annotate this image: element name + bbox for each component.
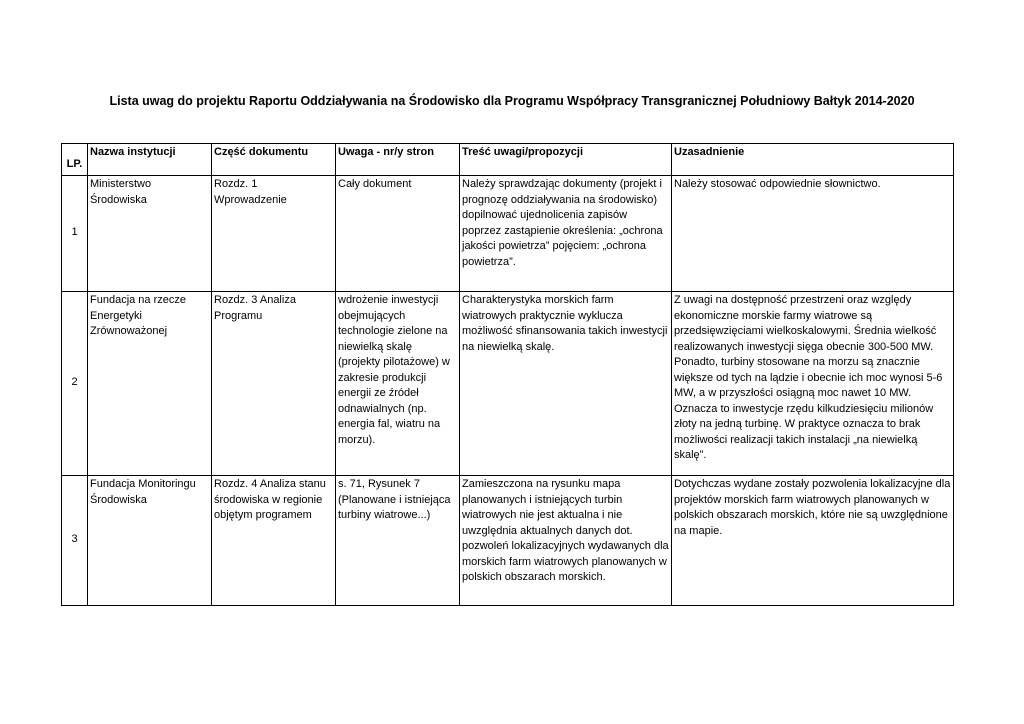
- page-title: Lista uwag do projektu Raportu Oddziaływania na Środowisko dla Programu Współpracy Transgranicznej Południowy Bałtyk 2014-2020: [109, 94, 915, 108]
- header-lp: LP.: [62, 144, 88, 176]
- table-row: [62, 292, 954, 476]
- cell-document-part: Rozdz. 3 Analiza Programu: [212, 292, 336, 476]
- header-remark-content: Treść uwagi/propozycji: [460, 144, 672, 176]
- cell-lp: 3: [62, 476, 88, 606]
- cell-institution: Ministerstwo Środowiska: [88, 176, 212, 292]
- cell-document-part: Rozdz. 4 Analiza stanu środowiska w regionie objętym programem: [212, 476, 336, 606]
- header-remark-pages: Uwaga - nr/y stron: [336, 144, 460, 176]
- cell-justification: Z uwagi na dostępność przestrzeni oraz względy ekonomiczne morskie farmy wiatrowe są przedsięwzięciami wielkoskalowymi. Średnia wielkość realizowanych inwestycji sięga obecnie 300-500 MW. Ponadto, turbiny stosowane na morzu są znacznie większe od tych na lądzie i obecnie ich moc wynosi 5-6 MW, a w przyszłości osiągną moc nawet 10 MW. Oznacza to inwestycje rzędu kilkudziesięciu milionów złoty na jedną turbinę. W praktyce oznacza to brak możliwości realizacji takich instalacji „na niewielką skalę”.: [672, 292, 954, 476]
- cell-remark-pages: s. 71, Rysunek 7 (Planowane i istniejąca turbiny wiatrowe...): [336, 476, 460, 606]
- cell-remark-content: Charakterystyka morskich farm wiatrowych praktycznie wyklucza możliwość sfinansowania takich inwestycji na niewielką skalę.: [460, 292, 672, 476]
- header-justification: Uzasadnienie: [672, 144, 954, 176]
- cell-institution: Fundacja Monitoringu Środowiska: [88, 476, 212, 606]
- cell-remark-content: Zamieszczona na rysunku mapa planowanych i istniejących turbin wiatrowych nie jest aktualna i nie uwzględnia aktualnych danych dot. pozwoleń lokalizacyjnych wydawanych dla morskich farm wiatrowych planowanych w polskich obszarach morskich.: [460, 476, 672, 606]
- cell-justification: Należy stosować odpowiednie słownictwo.: [672, 176, 954, 292]
- cell-remark-pages: Cały dokument: [336, 176, 460, 292]
- cell-remark-pages: wdrożenie inwestycji obejmujących technologie zielone na niewielką skalę (projekty pilotażowe) w zakresie produkcji energii ze źródeł odnawialnych (np. energia fal, wiatru na morzu).: [336, 292, 460, 476]
- cell-remark-content: Należy sprawdzając dokumenty (projekt i prognozę oddziaływania na środowisko) dopilnować ujednolicenia zapisów poprzez zastąpienie określenia: „ochrona jakości powietrza” pojęciem: „ochrona powietrza”.: [460, 176, 672, 292]
- cell-justification: Dotychczas wydane zostały pozwolenia lokalizacyjne dla projektów morskich farm wiatrowych planowanych w polskich obszarach morskich, które nie są uwzględnione na mapie.: [672, 476, 954, 606]
- cell-institution: Fundacja na rzecze Energetyki Zrównoważonej: [88, 292, 212, 476]
- cell-lp: 1: [62, 176, 88, 292]
- cell-lp: 2: [62, 292, 88, 476]
- table-row: [62, 476, 954, 606]
- remarks-table: [61, 143, 954, 606]
- header-document-part: Część dokumentu: [212, 144, 336, 176]
- header-institution: Nazwa instytucji: [88, 144, 212, 176]
- table-header-row: [62, 144, 954, 176]
- table-row: [62, 176, 954, 292]
- cell-document-part: Rozdz. 1 Wprowadzenie: [212, 176, 336, 292]
